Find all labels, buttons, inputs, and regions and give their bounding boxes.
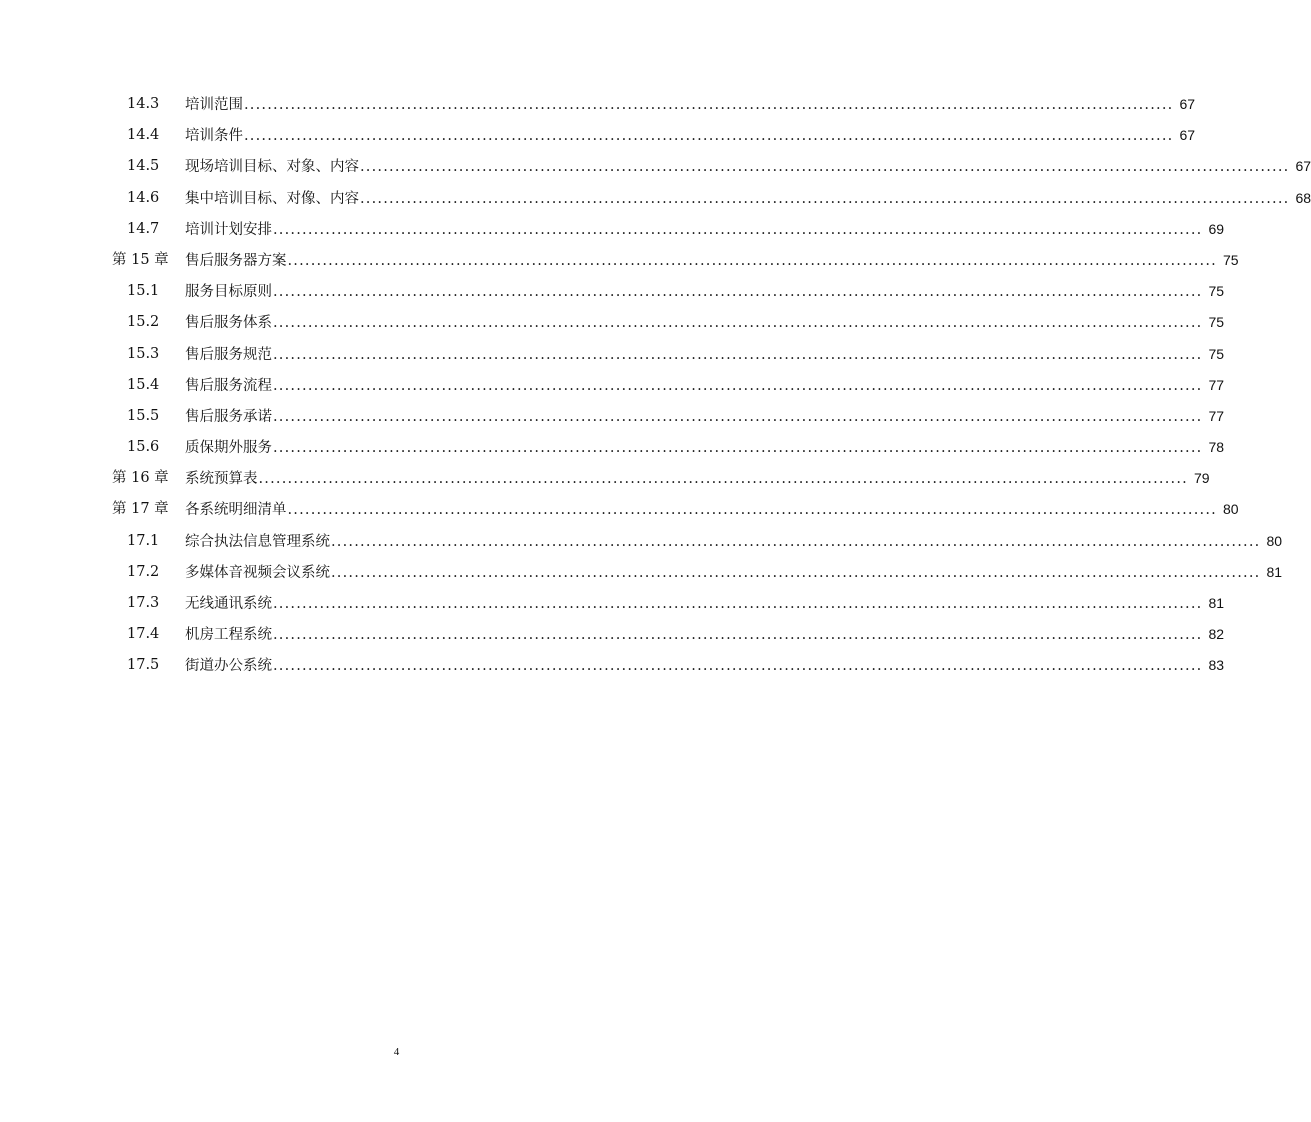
toc-entry[interactable] xyxy=(0,89,1196,120)
dot-leader: ................................................................................................................................................................ xyxy=(287,502,1217,519)
dot-leader: ................................................................................................................................................................ xyxy=(287,252,1217,269)
toc-entry-page: 69 xyxy=(1208,220,1225,237)
toc-entry-title: 集中培训目标、对像、内容 xyxy=(185,190,359,207)
toc-entry-number: 15.1 xyxy=(127,283,160,300)
toc-entry[interactable] xyxy=(0,339,1225,370)
toc-entry-title: 各系统明细清单 xyxy=(185,502,287,519)
toc-entry[interactable] xyxy=(0,557,1283,588)
dot-leader: ................................................................................................................................................................ xyxy=(273,408,1203,425)
toc-entry-title: 无线通讯系统 xyxy=(185,596,272,612)
toc-entry-page: 80 xyxy=(1266,532,1283,549)
toc-entry-number: 第 17 章 xyxy=(112,501,169,518)
toc-entry-title: 售后服务规范 xyxy=(185,346,272,363)
dot-leader: ................................................................................................................................................................ xyxy=(258,471,1188,488)
toc-chapter-entry[interactable] xyxy=(0,245,1239,276)
toc-entry[interactable] xyxy=(0,276,1225,307)
toc-entry-page: 78 xyxy=(1208,439,1225,456)
table-of-contents xyxy=(0,89,1311,682)
toc-entry-number: 15.2 xyxy=(127,314,160,331)
toc-chapter-entry[interactable] xyxy=(0,494,1239,525)
toc-entry-title: 多媒体音视频会议系统 xyxy=(185,564,330,581)
dot-leader: ................................................................................................................................................................ xyxy=(273,627,1203,644)
toc-entry-number: 17.4 xyxy=(127,626,160,643)
toc-entry-title: 街道办公系统 xyxy=(185,658,272,675)
toc-entry-page: 83 xyxy=(1208,657,1225,674)
dot-leader: ................................................................................................................................................................ xyxy=(244,128,1174,145)
dot-leader: ................................................................................................................................................................ xyxy=(273,377,1203,394)
toc-entry[interactable] xyxy=(0,432,1225,463)
dot-leader: ................................................................................................................................................................ xyxy=(273,596,1203,612)
dot-leader: ................................................................................................................................................................ xyxy=(273,440,1203,457)
page-number: 4 xyxy=(393,1046,400,1058)
toc-entry-number: 14.7 xyxy=(127,220,160,237)
dot-leader: ................................................................................................................................................................ xyxy=(331,533,1261,550)
toc-entry[interactable] xyxy=(0,370,1225,401)
toc-entry-number: 17.1 xyxy=(127,532,160,549)
toc-entry-title: 售后服务器方案 xyxy=(185,252,287,269)
toc-entry-title: 质保期外服务 xyxy=(185,440,272,457)
dot-leader: ................................................................................................................................................................ xyxy=(273,315,1203,332)
toc-entry-title: 培训条件 xyxy=(185,128,243,145)
toc-entry-number: 15.3 xyxy=(127,345,160,362)
toc-entry-page: 75 xyxy=(1208,314,1225,331)
toc-entry-page: 77 xyxy=(1208,376,1225,393)
toc-entry-number: 17.5 xyxy=(127,657,160,674)
toc-entry-number: 14.3 xyxy=(127,96,160,112)
toc-entry-page: 68 xyxy=(1295,189,1311,206)
toc-entry-page: 81 xyxy=(1208,595,1225,611)
dot-leader: ................................................................................................................................................................ xyxy=(273,221,1203,238)
toc-entry-title: 培训范围 xyxy=(185,97,243,113)
dot-leader: ................................................................................................................................................................ xyxy=(360,190,1290,207)
toc-entry-title: 机房工程系统 xyxy=(185,627,272,644)
toc-entry-page: 77 xyxy=(1208,407,1225,424)
toc-entry-title: 售后服务体系 xyxy=(185,315,272,332)
toc-entry-number: 17.3 xyxy=(127,595,160,611)
toc-entry-number: 15.5 xyxy=(127,407,160,424)
toc-entry-page: 67 xyxy=(1295,158,1311,175)
toc-entry[interactable] xyxy=(0,619,1225,650)
toc-entry[interactable] xyxy=(0,526,1283,557)
toc-entry-number: 14.4 xyxy=(127,127,160,144)
dot-leader: ................................................................................................................................................................ xyxy=(244,97,1174,113)
toc-entry-number: 第 15 章 xyxy=(112,251,169,268)
dot-leader: ................................................................................................................................................................ xyxy=(273,346,1203,363)
toc-entry-title: 售后服务流程 xyxy=(185,377,272,394)
toc-entry-page: 82 xyxy=(1208,626,1225,643)
toc-entry[interactable] xyxy=(0,588,1225,619)
toc-entry-page: 75 xyxy=(1208,283,1225,300)
toc-entry[interactable] xyxy=(0,214,1225,245)
toc-entry-title: 现场培训目标、对象、内容 xyxy=(185,159,359,176)
dot-leader: ................................................................................................................................................................ xyxy=(273,658,1203,675)
toc-entry-number: 15.4 xyxy=(127,376,160,393)
dot-leader: ................................................................................................................................................................ xyxy=(273,284,1203,301)
toc-entry-page: 80 xyxy=(1222,501,1239,518)
toc-entry-title: 培训计划安排 xyxy=(185,221,272,238)
toc-entry-page: 67 xyxy=(1179,127,1196,144)
toc-entry[interactable] xyxy=(0,151,1311,182)
toc-entry-number: 17.2 xyxy=(127,563,160,580)
toc-entry-title: 综合执法信息管理系统 xyxy=(185,533,330,550)
dot-leader: ................................................................................................................................................................ xyxy=(360,159,1290,176)
toc-entry-title: 服务目标原则 xyxy=(185,284,272,301)
toc-entry[interactable] xyxy=(0,307,1225,338)
toc-entry-number: 第 16 章 xyxy=(112,470,169,487)
toc-entry-number: 14.5 xyxy=(127,158,160,175)
toc-entry-number: 15.6 xyxy=(127,439,160,456)
toc-chapter-entry[interactable] xyxy=(0,463,1210,494)
dot-leader: ................................................................................................................................................................ xyxy=(331,564,1261,581)
toc-entry[interactable] xyxy=(0,650,1225,681)
toc-entry-page: 75 xyxy=(1222,251,1239,268)
toc-entry-page: 67 xyxy=(1179,96,1196,112)
toc-entry-page: 75 xyxy=(1208,345,1225,362)
toc-entry-title: 系统预算表 xyxy=(185,471,258,488)
toc-entry-title: 售后服务承诺 xyxy=(185,408,272,425)
toc-entry[interactable] xyxy=(0,120,1196,151)
toc-entry-page: 79 xyxy=(1193,470,1210,487)
toc-entry[interactable] xyxy=(0,183,1311,214)
toc-entry[interactable] xyxy=(0,401,1225,432)
toc-entry-number: 14.6 xyxy=(127,189,160,206)
toc-entry-page: 81 xyxy=(1266,563,1283,580)
